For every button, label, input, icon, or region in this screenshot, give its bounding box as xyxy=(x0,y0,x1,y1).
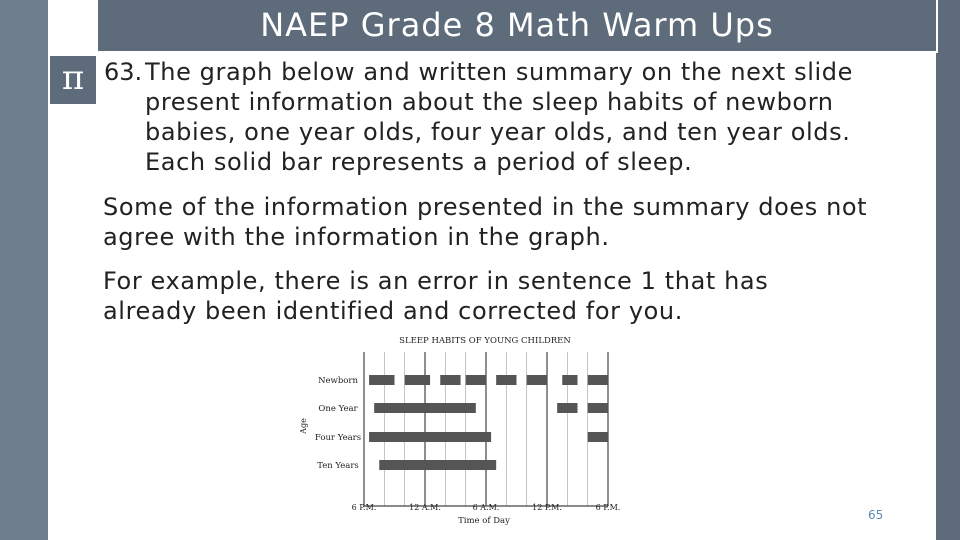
paragraph2-line-2: already been identified and corrected for you. xyxy=(103,297,683,325)
sleep-bar xyxy=(374,403,476,413)
sleep-bar xyxy=(369,375,394,385)
sleep-bar xyxy=(562,375,577,385)
paragraph2-line-1: For example, there is an error in sentence 1 that has xyxy=(103,267,769,295)
slide-title: NAEP Grade 8 Math Warm Ups xyxy=(260,6,774,44)
tick-label: 6 P.M. xyxy=(351,503,377,512)
sleep-bar xyxy=(405,375,430,385)
row-label: One Year xyxy=(318,404,358,414)
row-label: Newborn xyxy=(318,376,358,386)
sleep-bar xyxy=(527,375,547,385)
tick-label: 12 P.M. xyxy=(532,503,562,512)
sleep-bar xyxy=(466,375,486,385)
chart-title: SLEEP HABITS OF YOUNG CHILDREN xyxy=(399,336,571,346)
chart-ylabel: Age xyxy=(299,418,308,434)
sleep-bar xyxy=(588,375,608,385)
sleep-bar xyxy=(379,460,496,470)
sleep-bar xyxy=(557,403,577,413)
question-number: 63. xyxy=(104,58,143,86)
chart-tick-labels xyxy=(352,503,621,512)
paragraph1-line-1: Some of the information presented in the summary does not xyxy=(103,193,868,221)
question-line-1: The graph below and written summary on the next slide xyxy=(145,58,853,86)
tick-label: 6 A.M. xyxy=(472,503,500,512)
chart-xlabel: Time of Day xyxy=(458,516,510,526)
row-label: Ten Years xyxy=(317,461,359,471)
right-sidebar-strip xyxy=(936,0,960,540)
sleep-bar xyxy=(496,375,516,385)
sleep-bar xyxy=(440,375,460,385)
paragraph1-line-2: agree with the information in the graph. xyxy=(103,223,610,251)
chart-row-labels xyxy=(315,376,361,471)
title-bar xyxy=(96,0,938,53)
page-number: 65 xyxy=(868,508,884,522)
sleep-bar xyxy=(369,432,491,442)
tick-label: 12 A.M. xyxy=(409,503,441,512)
row-label: Four Years xyxy=(314,433,362,443)
sleep-bar xyxy=(588,403,608,413)
question-line-3: babies, one year olds, four year olds, and ten year olds. xyxy=(145,118,851,146)
pi-icon: π xyxy=(61,58,85,98)
pi-badge xyxy=(50,56,99,104)
question-line-2: present information about the sleep habits of newborn xyxy=(145,88,834,116)
question-line-4: Each solid bar represents a period of sleep. xyxy=(145,148,693,176)
left-sidebar-strip xyxy=(0,0,48,540)
tick-label: 6 P.M. xyxy=(595,503,621,512)
sleep-bar xyxy=(588,432,608,442)
sleep-chart xyxy=(296,330,626,535)
